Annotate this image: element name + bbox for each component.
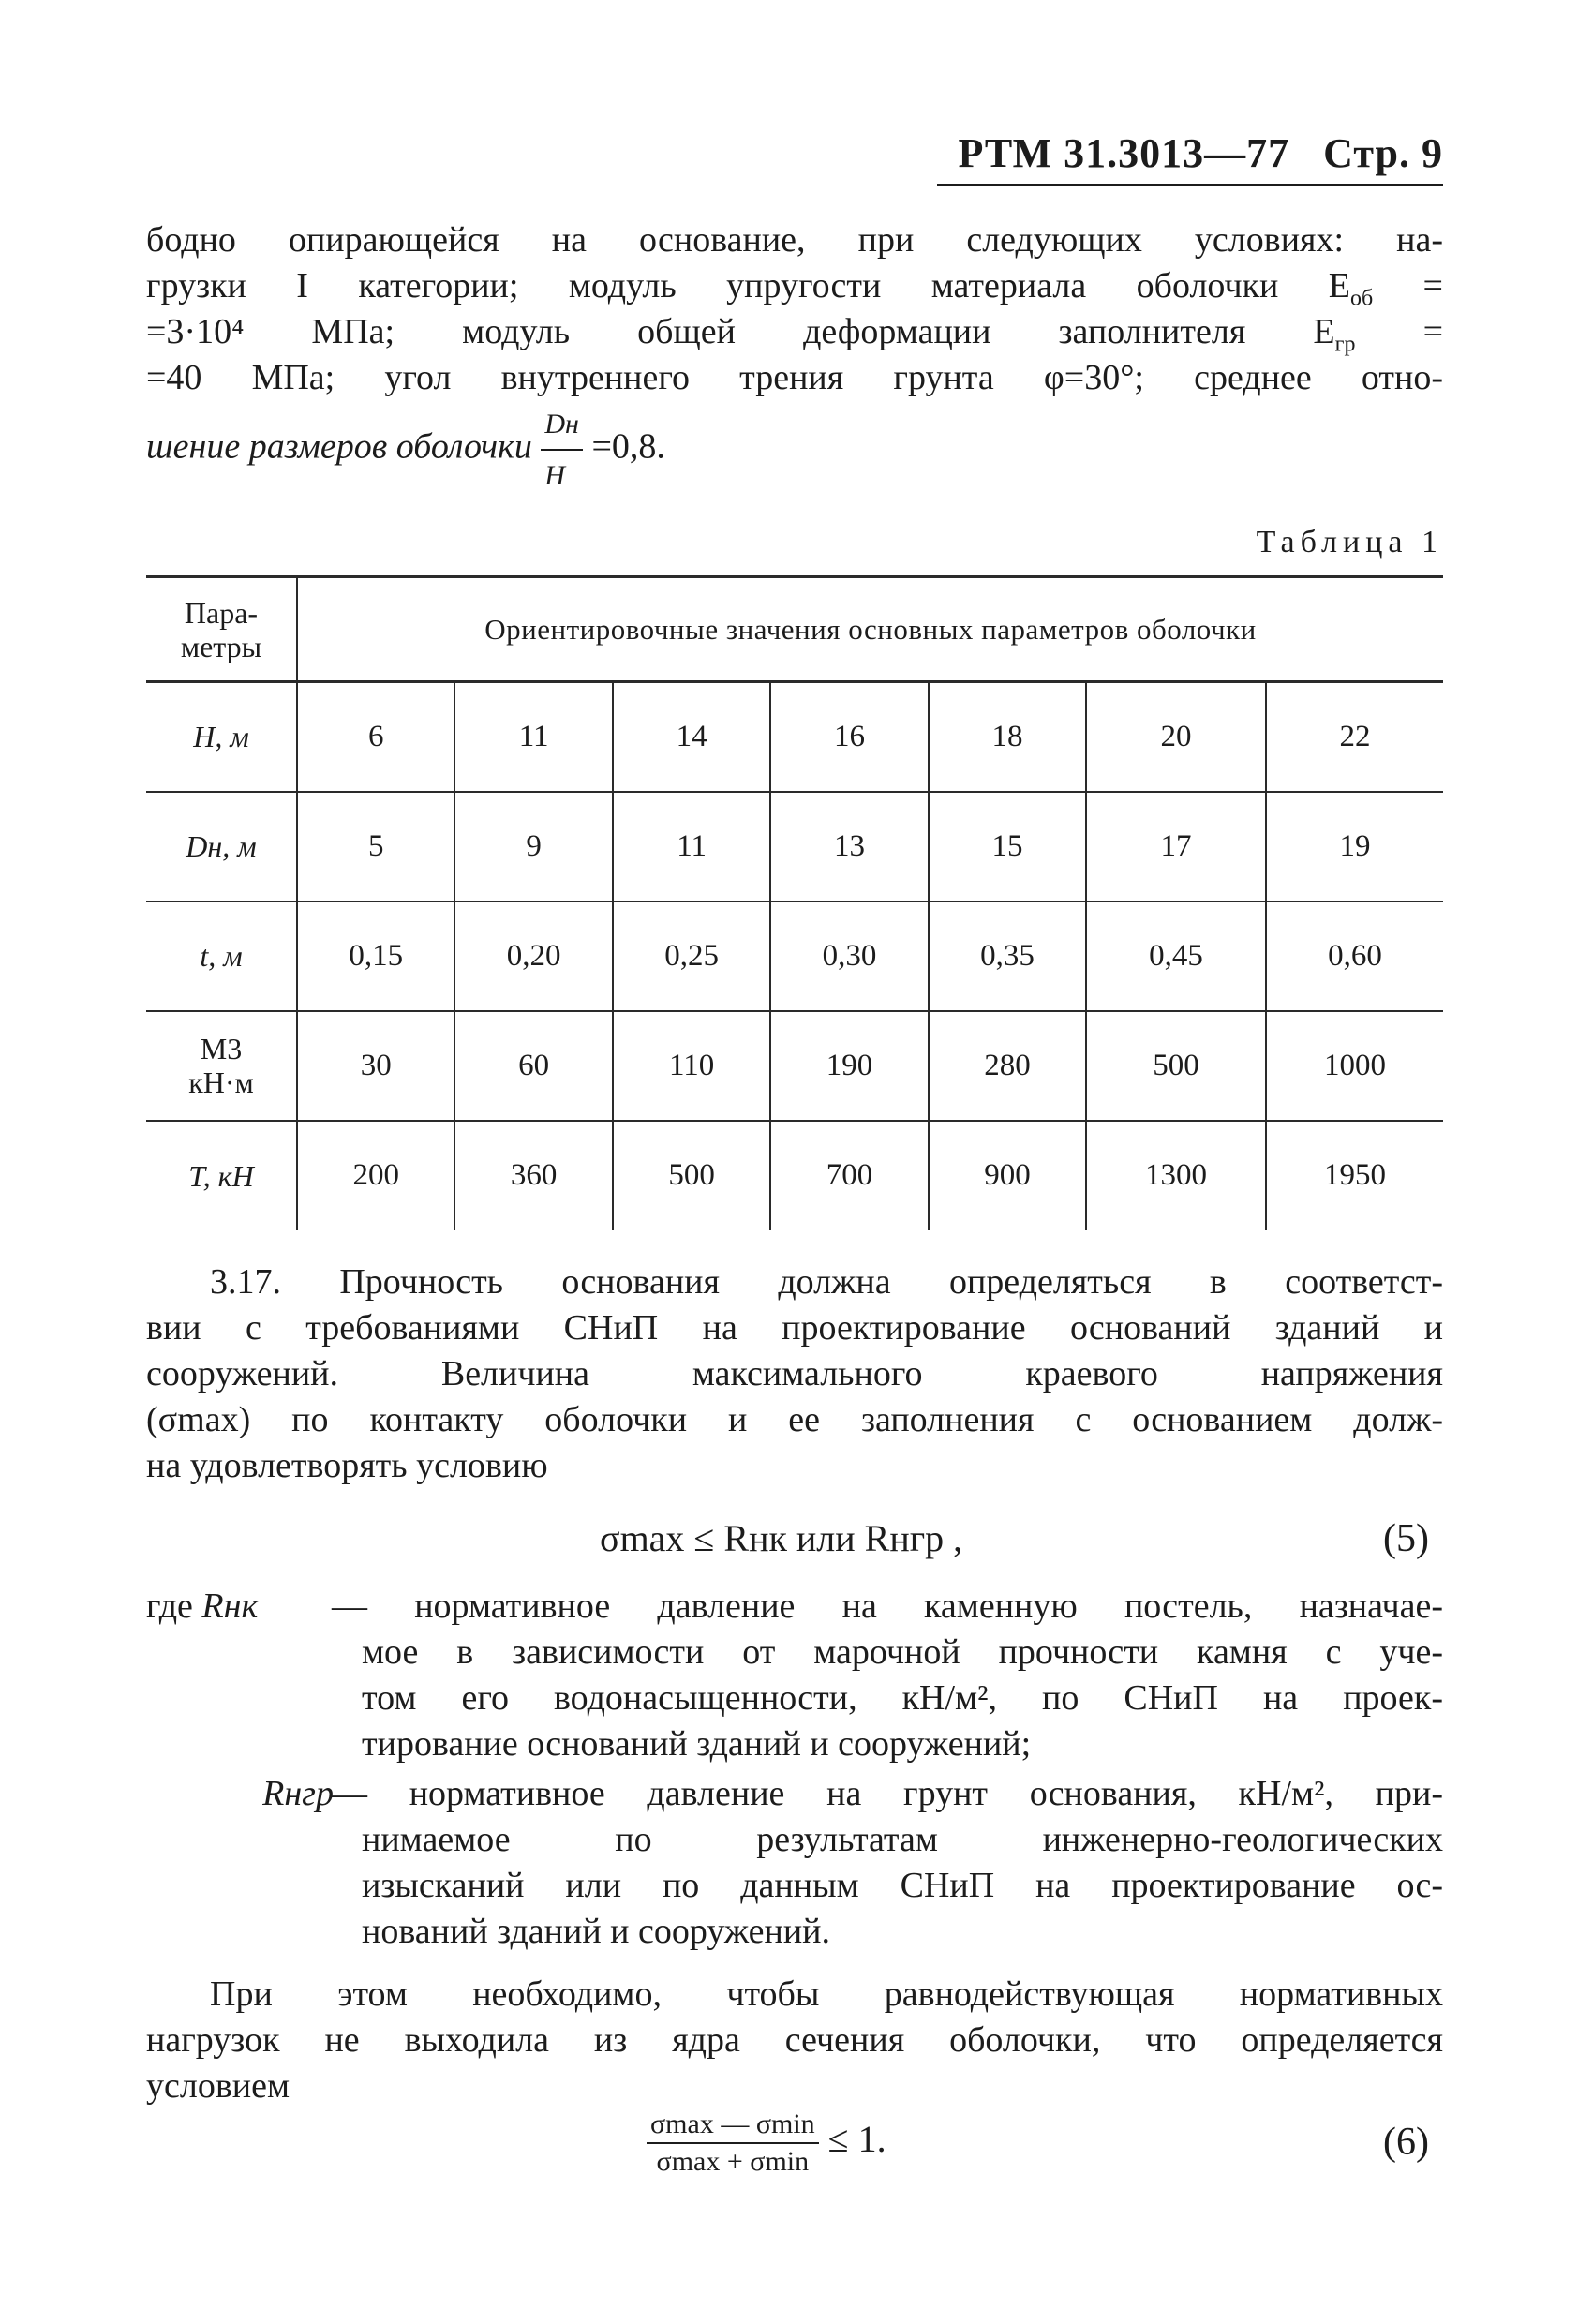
definition-line: мое в зависимости от марочной прочности камня с уче-	[362, 1632, 1443, 1672]
table-cell: 1950	[1266, 1121, 1443, 1230]
section-line: 3.17. Прочность основания должна определяться в соответст-	[210, 1262, 1443, 1302]
table-cell: 20	[1086, 682, 1266, 792]
table-cell: 9	[454, 792, 612, 901]
table-cell: 1000	[1266, 1011, 1443, 1121]
table-cell: 110	[613, 1011, 770, 1121]
table-row	[146, 792, 1443, 901]
section-line: на удовлетворять условию	[146, 1446, 548, 1485]
definition-line: нований зданий и сооружений.	[362, 1912, 831, 1951]
intro-line: грузки I категории; модуль упругости материала оболочки $E_{об}$ =	[146, 266, 1443, 311]
table-row	[146, 901, 1443, 1011]
table-cell: 0,35	[929, 901, 1086, 1011]
intro-line: =40 МПа; угол внутреннего трения грунта φ=30°; среднее отно-	[146, 358, 1443, 397]
page-header	[937, 129, 1443, 177]
table-row	[146, 1011, 1443, 1121]
table-cell: 360	[454, 1121, 612, 1230]
table-row	[146, 1121, 1443, 1230]
table-cell: 18	[929, 682, 1086, 792]
table-cell: 0,60	[1266, 901, 1443, 1011]
table-cell: 1300	[1086, 1121, 1266, 1230]
final-line: При этом необходимо, чтобы равнодействующая нормативных	[210, 1974, 1443, 2014]
table-row	[146, 682, 1443, 792]
table-cell: 500	[613, 1121, 770, 1230]
table-cell: 16	[770, 682, 928, 792]
table-cell: 6	[297, 682, 454, 792]
table-cell: 190	[770, 1011, 928, 1121]
section-line: сооружений. Величина максимального краевого напряжения	[146, 1354, 1443, 1393]
parameters-table	[146, 575, 1443, 1230]
table-cell: 5	[297, 792, 454, 901]
table-header-row	[146, 577, 1443, 682]
where-lead: где Rнк	[146, 1587, 259, 1626]
intro-line: бодно опирающейся на основание, при следующих условиях: на-	[146, 220, 1443, 260]
row-name: t, м	[200, 939, 243, 973]
formula-5: σmax ≤ Rнк или Rнгр ,	[600, 1517, 963, 1559]
formula-6-numerator: σmax — σmin	[647, 2108, 819, 2144]
table-cell: 500	[1086, 1011, 1266, 1121]
definition-line: — нормативное давление на грунт основания, кН/м², при-	[332, 1774, 1443, 1813]
table-cell: 11	[454, 682, 612, 792]
equation-number-5: (5)	[1383, 1517, 1429, 1560]
rgr-symbol: Rнгр	[262, 1774, 334, 1813]
page-number: Стр. 9	[1323, 130, 1443, 176]
table-cell: 0,15	[297, 901, 454, 1011]
table-cell: 280	[929, 1011, 1086, 1121]
row-name: М3 кН·м	[188, 1032, 254, 1099]
table-cell: 30	[297, 1011, 454, 1121]
table-cell: 15	[929, 792, 1086, 901]
table-cell: 200	[297, 1121, 454, 1230]
row-name: H, м	[193, 720, 249, 754]
definition-line: изысканий или по данным СНиП на проектирование ос-	[362, 1866, 1443, 1905]
section-line: (σmax) по контакту оболочки и ее заполнения с основанием долж-	[146, 1400, 1443, 1439]
row-name: T, кН	[188, 1158, 254, 1193]
values-header: Ориентировочные значения основных параметров оболочки	[297, 577, 1443, 682]
section-line: вии с требованиями СНиП на проектирование оснований зданий и	[146, 1308, 1443, 1348]
table-cell: 0,45	[1086, 901, 1266, 1011]
param-header: Пара- метры	[180, 595, 262, 663]
formula-6-denominator: σmax + σmin	[656, 2146, 810, 2177]
intro-paragraph	[146, 217, 1443, 491]
table-cell: 0,20	[454, 901, 612, 1011]
final-line: условием	[146, 2066, 290, 2106]
definition-line: — нормативное давление на каменную постель, назначае-	[332, 1587, 1443, 1626]
definition-line: нимаемое по результатам инженерно-геологических	[362, 1820, 1443, 1859]
table-cell: 60	[454, 1011, 612, 1121]
row-name: Dн, м	[186, 829, 257, 863]
section-3-17	[146, 1259, 1443, 1489]
formula-6-rhs: ≤ 1.	[827, 2118, 886, 2161]
definition-line: тирование оснований зданий и сооружений;	[362, 1724, 1032, 1764]
where-rk-definition	[332, 1584, 1443, 1767]
intro-line: =3·10⁴ МПа; модуль общей деформации заполнителя $E_{гр}$ =	[146, 312, 1443, 357]
table-cell: 19	[1266, 792, 1443, 901]
formula-6-fraction	[647, 2108, 819, 2178]
table-caption: Таблица 1	[1256, 525, 1443, 559]
doc-code: РТМ 31.3013—77	[958, 130, 1290, 176]
table-cell: 0,30	[770, 901, 928, 1011]
rk-symbol: Rнк	[201, 1587, 259, 1626]
final-paragraph	[146, 1972, 1443, 2109]
formula-6	[647, 2108, 886, 2178]
table-cell: 700	[770, 1121, 928, 1230]
where-rgr-definition	[332, 1771, 1443, 1955]
equation-number-6: (6)	[1383, 2121, 1429, 2164]
table-cell: 17	[1086, 792, 1266, 901]
table-cell: 0,25	[613, 901, 770, 1011]
table-cell: 900	[929, 1121, 1086, 1230]
table-cell: 14	[613, 682, 770, 792]
intro-line: шение размеров оболочки $\frac{Dн}{H}$ =0,8.	[146, 401, 1443, 457]
header-rule	[937, 184, 1443, 186]
ratio-fraction: $\frac{Dн}{H}$	[541, 401, 583, 499]
table-cell: 13	[770, 792, 928, 901]
table-cell: 11	[613, 792, 770, 901]
definition-line: том его водонасыщенности, кН/м², по СНиП на проек-	[362, 1678, 1443, 1718]
table-cell: 22	[1266, 682, 1443, 792]
final-line: нагрузок не выходила из ядра сечения оболочки, что определяется	[146, 2020, 1443, 2060]
